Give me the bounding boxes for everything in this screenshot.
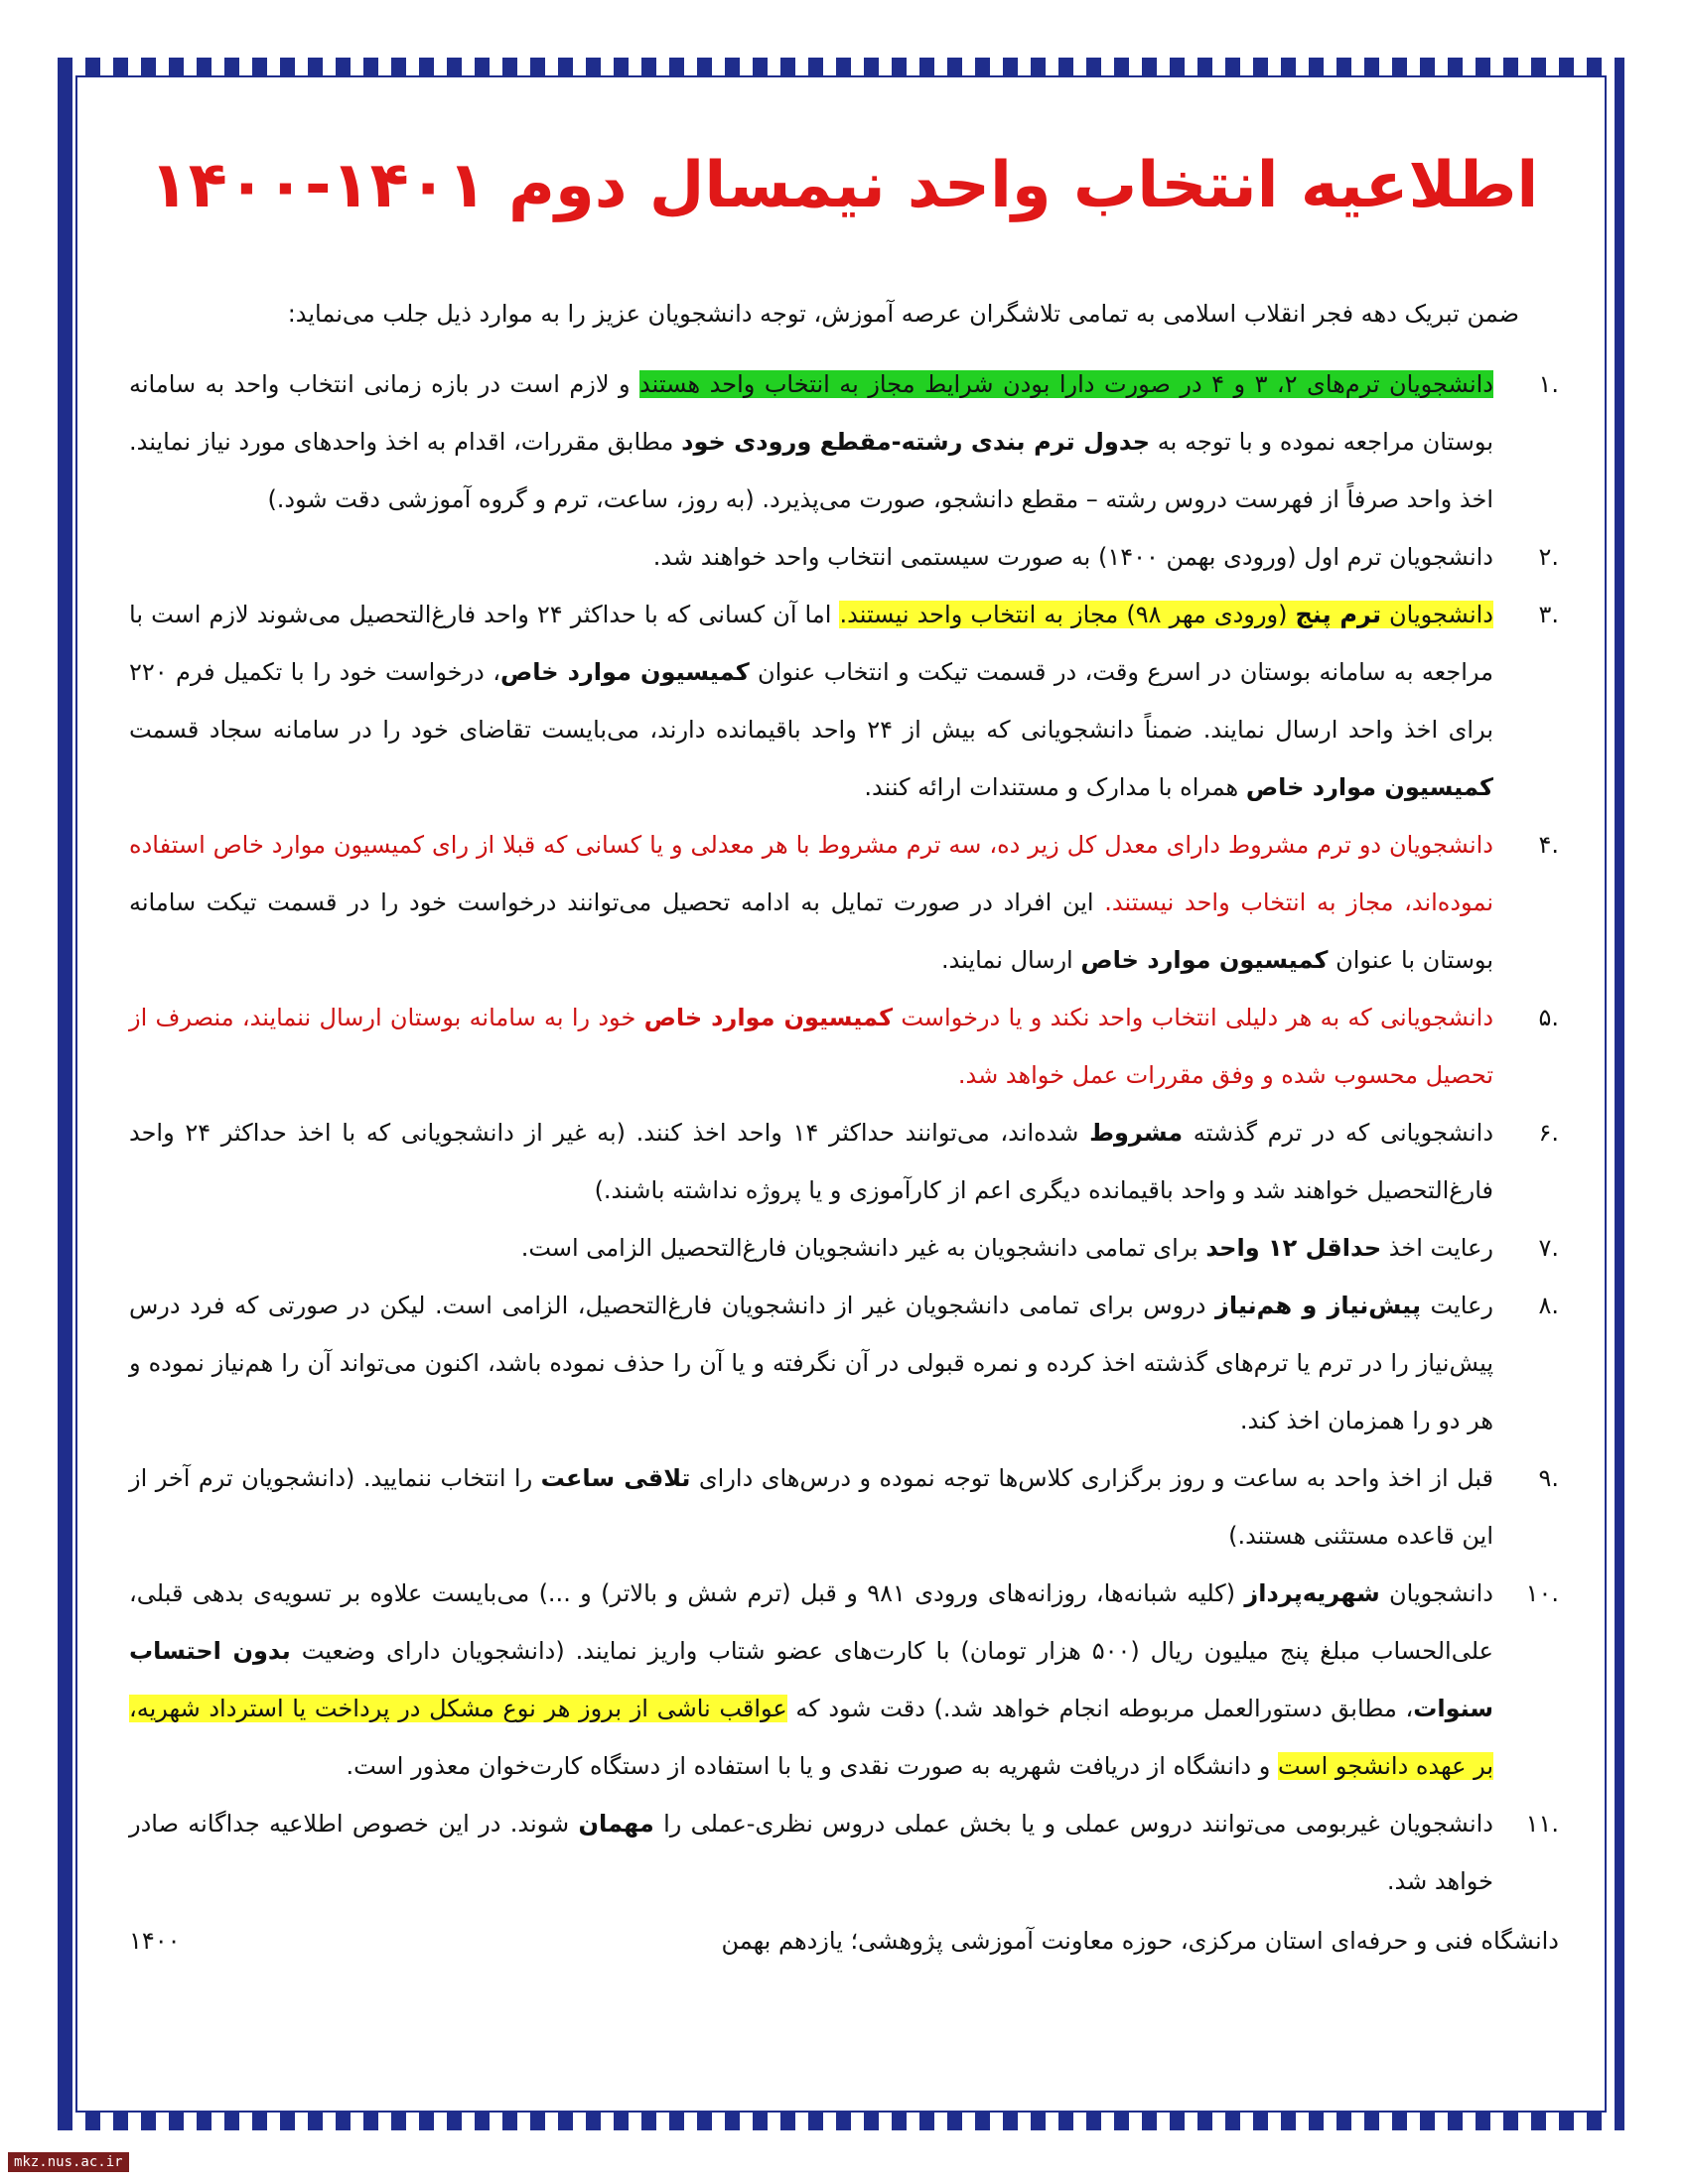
- page-title: اطلاعیه انتخاب واحد نیمسال دوم ۱۴۰۱-۱۴۰۰: [149, 149, 1539, 222]
- item-text-segment: جدول ترم بندی رشته-مقطع ورودی خود: [681, 428, 1151, 456]
- item-text-segment: این افراد در صورت تمایل به ادامه تحصیل می‌توانند درخواست خود را در قسمت تیکت سامانه بوستان با عنوان: [129, 888, 1493, 974]
- item-text-segment: رعایت اخذ: [1381, 1234, 1493, 1262]
- item-text-segment: را انتخاب ننمایید. (دانشجویان ترم آخر از این قاعده مستثنی هستند.): [129, 1464, 1493, 1550]
- list-item: [129, 816, 1559, 989]
- item-text-segment: شوند. در این خصوص اطلاعیه جداگانه صادر خواهد شد.: [129, 1810, 1493, 1895]
- item-number: .۱۰: [1525, 1579, 1559, 1607]
- item-text-segment: قبل از اخذ واحد به ساعت و روز برگزاری کلاس‌ها توجه نموده و درس‌های دارای: [690, 1464, 1494, 1492]
- item-text-segment: دانشجویان ترم اول (ورودی بهمن ۱۴۰۰) به صورت سیستمی انتخاب واحد خواهند شد.: [652, 543, 1493, 571]
- item-number: .۷: [1538, 1234, 1559, 1262]
- item-text-segment: ارسال نمایند.: [940, 946, 1081, 974]
- item-number: .۸: [1538, 1292, 1559, 1319]
- item-number: .۳: [1538, 601, 1559, 628]
- item-text-segment: شده‌اند، می‌توانند حداکثر ۱۴ واحد اخذ کنند. (به غیر از دانشجویانی که با اخذ حداکثر ۲۴ واحد فارغ‌التحصیل خواهند شد و واحد باقیمانده دیگری اعم از کارآموزی و یا پروژه نداشته باشند.): [129, 1119, 1493, 1204]
- item-text-segment: کمیسیون موارد خاص: [1080, 946, 1329, 974]
- item-text-segment: مشروط: [1089, 1119, 1184, 1147]
- item-text-segment: ، مطابق دستورالعمل مربوطه انجام خواهد شد.) دقت شود که: [786, 1695, 1414, 1722]
- item-text-segment: شهریه‌پرداز: [1244, 1579, 1380, 1607]
- footer-issuer: دانشگاه فنی و حرفه‌ای استان مرکزی، حوزه معاونت آموزشی پژوهشی؛ یازدهم بهمن: [721, 1927, 1559, 1955]
- item-text-segment: دانشجویان: [1380, 601, 1493, 628]
- list-item: [129, 586, 1559, 816]
- item-text-segment: خود را به سامانه بوستان ارسال ننمایند، منصرف از تحصیل محسوب شده و وفق مقررات عمل خواهد شد.: [129, 1004, 1493, 1089]
- list-item: [129, 1104, 1559, 1219]
- item-number: .۶: [1538, 1119, 1559, 1147]
- list-item: [129, 528, 1559, 586]
- list-item: [129, 1449, 1559, 1565]
- item-text-segment: مهمان: [578, 1810, 654, 1838]
- intro-paragraph: ضمن تبریک دهه فجر انقلاب اسلامی به تمامی تلاشگران عرصه آموزش، توجه دانشجویان عزیز را به موارد ذیل جلب می‌نماید:: [287, 300, 1519, 328]
- item-text-segment: (ورودی مهر ۹۸) مجاز به انتخاب واحد نیستند.: [839, 601, 1296, 628]
- item-text-segment: و دانشگاه از دریافت شهریه به صورت نقدی و یا با استفاده از دستگاه کارت‌خوان معذور است.: [346, 1752, 1278, 1780]
- item-text-segment: دانشجویان ترم‌های ۲، ۳ و ۴ در صورت دارا بودن شرایط مجاز به انتخاب واحد هستند: [639, 370, 1493, 398]
- item-text-segment: (کلیه شبانه‌ها، روزانه‌های ورودی ۹۸۱ و قبل (ترم شش و بالاتر) و ...) می‌بایست علاوه بر تسویه‌ی بدهی قبلی، علی‌الحساب مبلغ پنج میلیون ریال (۵۰۰ هزار تومان) با کارت‌های عضو شتاب واریز نمایند. (دانشجویان دارای وضعیت: [129, 1579, 1493, 1665]
- item-text-segment: دروس برای تمامی دانشجویان غیر از دانشجویان فارغ‌التحصیل، الزامی است. لیکن در صورتی که فرد درس پیش‌نیاز را در ترم یا ترم‌های گذشته اخذ کرده و نمره قبولی در آن نگرفته و یا آن را حذف نموده باشد، اکنون می‌تواند آن را هم‌نیاز نموده و هر دو را همزمان اخذ کند.: [129, 1292, 1493, 1434]
- list-item: [129, 989, 1559, 1104]
- item-text-segment: ، درخواست خود را با تکمیل فرم ۲۲۰ برای اخذ واحد ارسال نمایند. ضمناً دانشجویانی که بیش از ۲۴ واحد باقیمانده دارند، می‌بایست تقاضای خود را در سامانه سجاد قسمت: [129, 658, 1494, 744]
- item-number: .۵: [1538, 1004, 1559, 1031]
- item-text-segment: دانشجویان: [1379, 1579, 1493, 1607]
- item-text-segment: بدون احتساب سنوات: [129, 1637, 1494, 1722]
- announcement-list: [129, 355, 1559, 1910]
- item-number: .۱: [1538, 370, 1559, 398]
- item-text-segment: کمیسیون موارد خاص: [643, 1004, 894, 1031]
- item-number: .۲: [1538, 543, 1559, 571]
- item-text-segment: اما آن کسانی که با حداکثر ۲۴ واحد فارغ‌التحصیل می‌شوند لازم است با مراجعه به سامانه بوستان در اسرع وقت، در قسمت تیکت و انتخاب عنوان: [129, 601, 1493, 686]
- item-number: .۹: [1538, 1464, 1559, 1492]
- item-text-segment: برای تمامی دانشجویان به غیر دانشجویان فارغ‌التحصیل الزامی است.: [520, 1234, 1206, 1262]
- item-text-segment: مطابق مقررات، اقدام به اخذ واحدهای مورد نیاز نمایند. اخذ واحد صرفاً از فهرست دروس رشته – مقطع دانشجو، صورت می‌پذیرد. (به روز، ساعت، ترم و گروه آموزشی دقت شود.): [129, 428, 1493, 513]
- footer: [129, 1916, 1559, 1966]
- list-item: [129, 1277, 1559, 1449]
- list-item: [129, 1565, 1559, 1795]
- item-number: .۱۱: [1525, 1810, 1559, 1838]
- list-item: [129, 355, 1559, 528]
- footer-year: ۱۴۰۰: [129, 1927, 181, 1955]
- site-watermark: mkz.nus.ac.ir: [8, 2152, 129, 2172]
- item-text-segment: رعایت: [1420, 1292, 1493, 1319]
- item-text-segment: پیش‌نیاز و هم‌نیاز: [1215, 1292, 1421, 1319]
- item-text-segment: عواقب ناشی از بروز هر نوع مشکل در پرداخت یا استرداد شهریه، بر عهده دانشجو است: [129, 1695, 1493, 1780]
- item-text-segment: حداقل ۱۲ واحد: [1205, 1234, 1382, 1262]
- item-text-segment: دانشجویان غیربومی می‌توانند دروس عملی و یا بخش عملی دروس نظری-عملی را: [653, 1810, 1493, 1838]
- item-text-segment: دانشجویانی که به هر دلیلی انتخاب واحد نکند و یا درخواست: [893, 1004, 1494, 1031]
- item-text-segment: تلاقی ساعت: [540, 1464, 691, 1492]
- item-number: .۴: [1538, 831, 1559, 859]
- item-text-segment: دانشجویان دو ترم مشروط دارای معدل کل زیر ده، سه ترم مشروط با هر معدلی و یا کسانی که قبلا از رای کمیسیون موارد خاص استفاده نموده‌اند، مجاز به انتخاب واحد نیستند.: [129, 831, 1494, 916]
- item-text-segment: کمیسیون موارد خاص: [499, 658, 750, 686]
- item-text-segment: همراه با مدارک و مستندات ارائه کنند.: [864, 773, 1246, 801]
- item-text-segment: ترم پنج: [1295, 601, 1381, 628]
- list-item: [129, 1795, 1559, 1910]
- item-text-segment: دانشجویانی که در ترم گذشته: [1183, 1119, 1494, 1147]
- announcement-body: [129, 149, 1559, 1966]
- item-text-segment: و لازم است در بازه زمانی انتخاب واحد به سامانه بوستان مراجعه نموده و با توجه به: [129, 370, 1493, 456]
- item-text-segment: کمیسیون موارد خاص: [1245, 773, 1493, 801]
- list-item: [129, 1219, 1559, 1277]
